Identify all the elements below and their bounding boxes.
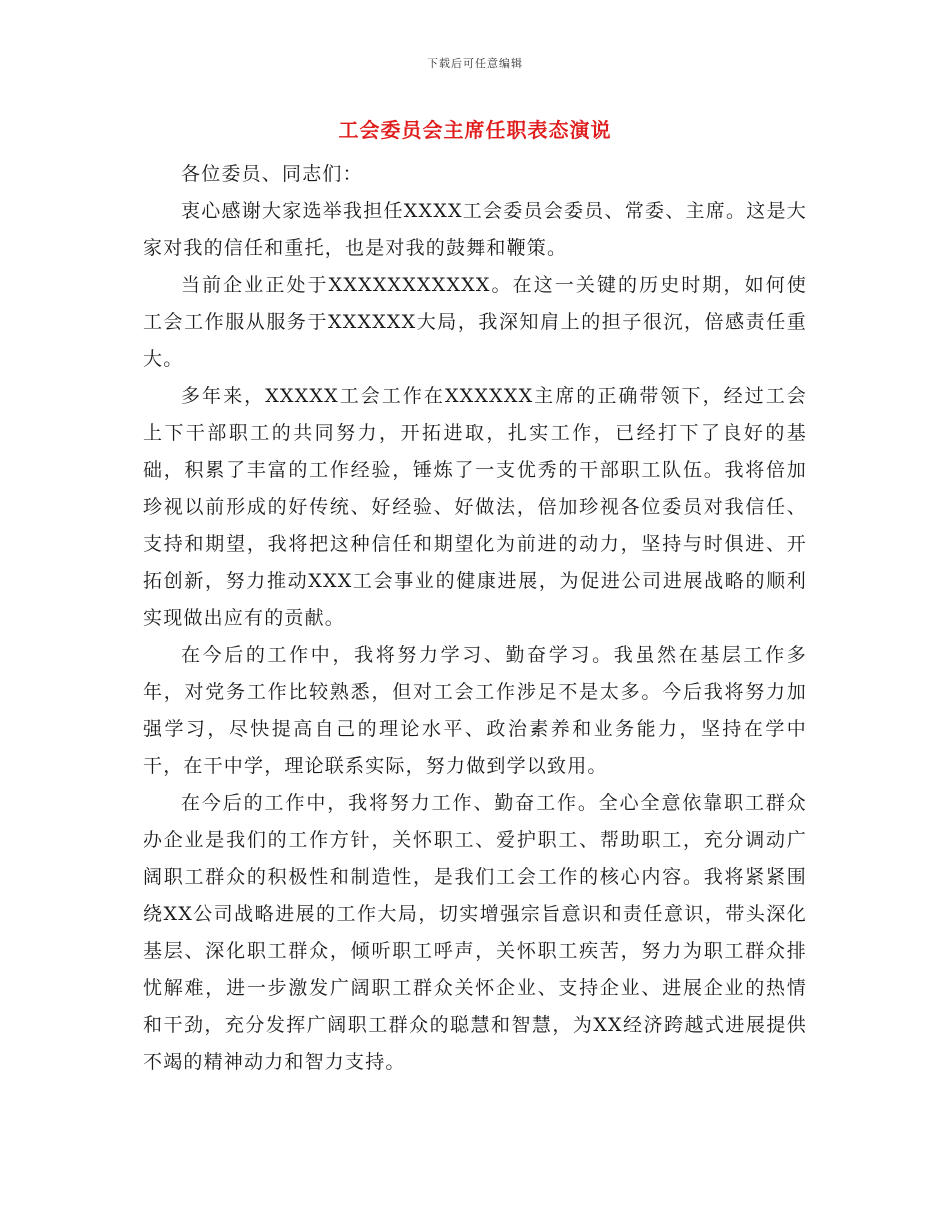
paragraph-4: 在今后的工作中，我将努力学习、勤奋学习。我虽然在基层工作多年，对党务工作比较熟悉，但对工会工作涉足不是太多。今后我将努力加强学习，尽快提高自己的理论水平、政治素养和业务能力，坚持在学中干，在干中学，理论联系实际，努力做到学以致用。 [143,644,807,777]
document-title: 工会委员会主席任职表态演说 [338,118,612,142]
header-note: 下载后可任意编辑 [427,57,523,70]
paragraph-5: 在今后的工作中，我将努力工作、勤奋工作。全心全意依靠职工群众办企业是我们的工作方针，关怀职工、爱护职工、帮助职工，充分调动广阔职工群众的积极性和制造性，是我们工会工作的核心内容。我将紧紧围绕XX公司战略进展的工作大局，切实增强宗旨意识和责任意识，带头深化基层、深化职工群众，倾听职工呼声，关怀职工疾苦，努力为职工群众排忧解难，进一步激发广阔职工群众关怀企业、支持企业、进展企业的热情和干劲，充分发挥广阔职工群众的聪慧和智慧，为XX经济跨越式进展提供不竭的精神动力和智力支持。 [143,792,807,1073]
document-body [143,156,807,1081]
salutation: 各位委员、同志们： [181,163,363,185]
paragraph-1: 衷心感谢大家选举我担任XXXX工会委员会委员、常委、主席。这是大家对我的信任和重托，也是对我的鼓舞和鞭策。 [143,200,807,259]
paragraph-3: 多年来，XXXXX工会工作在XXXXXX主席的正确带领下，经过工会上下干部职工的共同努力，开拓进取，扎实工作，已经打下了良好的基础，积累了丰富的工作经验，锤炼了一支优秀的干部职工队伍。我将倍加珍视以前形成的好传统、好经验、好做法，倍加珍视各位委员对我信任、支持和期望，我将把这种信任和期望化为前进的动力，坚持与时俱进、开拓创新，努力推动XXX工会事业的健康进展，为促进公司进展战略的顺利实现做出应有的贡献。 [143,385,807,629]
paragraph-2: 当前企业正处于XXXXXXXXXXX。在这一关键的历史时期，如何使工会工作服从服务于XXXXXX大局，我深知肩上的担子很沉，倍感责任重大。 [143,274,807,370]
